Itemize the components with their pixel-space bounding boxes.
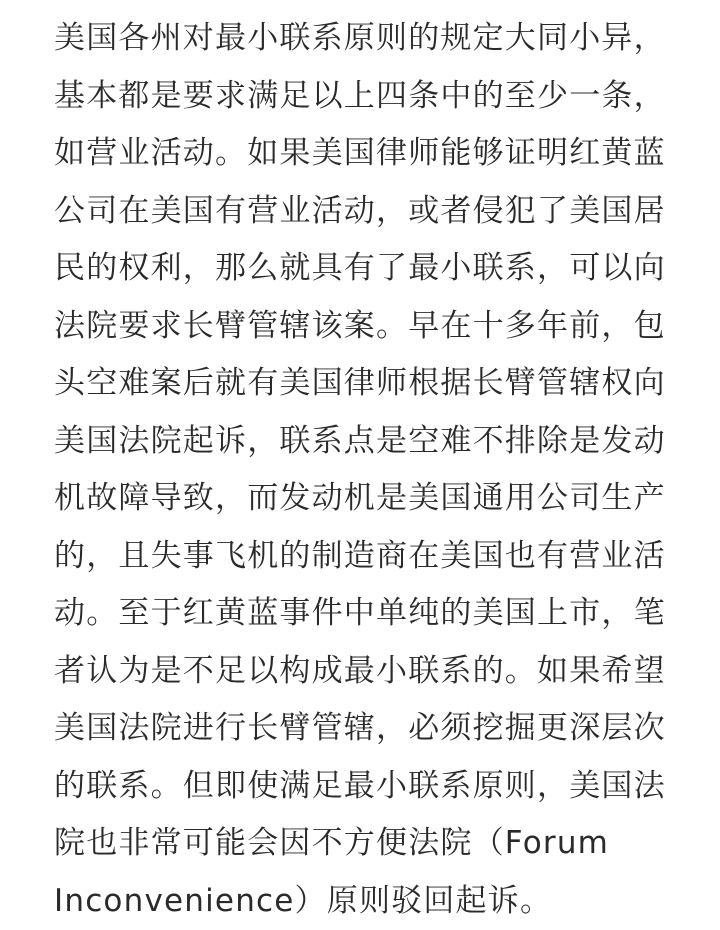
paragraph-line: 美国各州对最小联系原则的规定大同小异，: [54, 10, 702, 68]
paragraph-line: 美国法院进行长臂管辖，必须挖掘更深层次: [54, 700, 702, 758]
paragraph-line: 如营业活动。如果美国律师能够证明红黄蓝: [54, 125, 702, 183]
paragraph-line: 的，且失事飞机的制造商在美国也有营业活: [54, 528, 702, 586]
paragraph-line: 头空难案后就有美国律师根据长臂管辖权向: [54, 355, 702, 413]
paragraph-line: 者认为是不足以构成最小联系的。如果希望: [54, 643, 702, 701]
paragraph-line: 美国法院起诉，联系点是空难不排除是发动: [54, 413, 702, 471]
paragraph-line: Inconvenience）原则驳回起诉。: [54, 873, 702, 930]
article-body: [54, 10, 702, 930]
paragraph-line: 民的权利，那么就具有了最小联系，可以向: [54, 240, 702, 298]
paragraph-line: 院也非常可能会因不方便法院（Forum: [54, 815, 702, 873]
paragraph-line: 机故障导致，而发动机是美国通用公司生产: [54, 470, 702, 528]
paragraph-line: 的联系。但即使满足最小联系原则，美国法: [54, 758, 702, 816]
paragraph-line: 动。至于红黄蓝事件中单纯的美国上市，笔: [54, 585, 702, 643]
paragraph-line: 法院要求长臂管辖该案。早在十多年前，包: [54, 298, 702, 356]
paragraph-line: 公司在美国有营业活动，或者侵犯了美国居: [54, 183, 702, 241]
paragraph-line: 基本都是要求满足以上四条中的至少一条，: [54, 68, 702, 126]
